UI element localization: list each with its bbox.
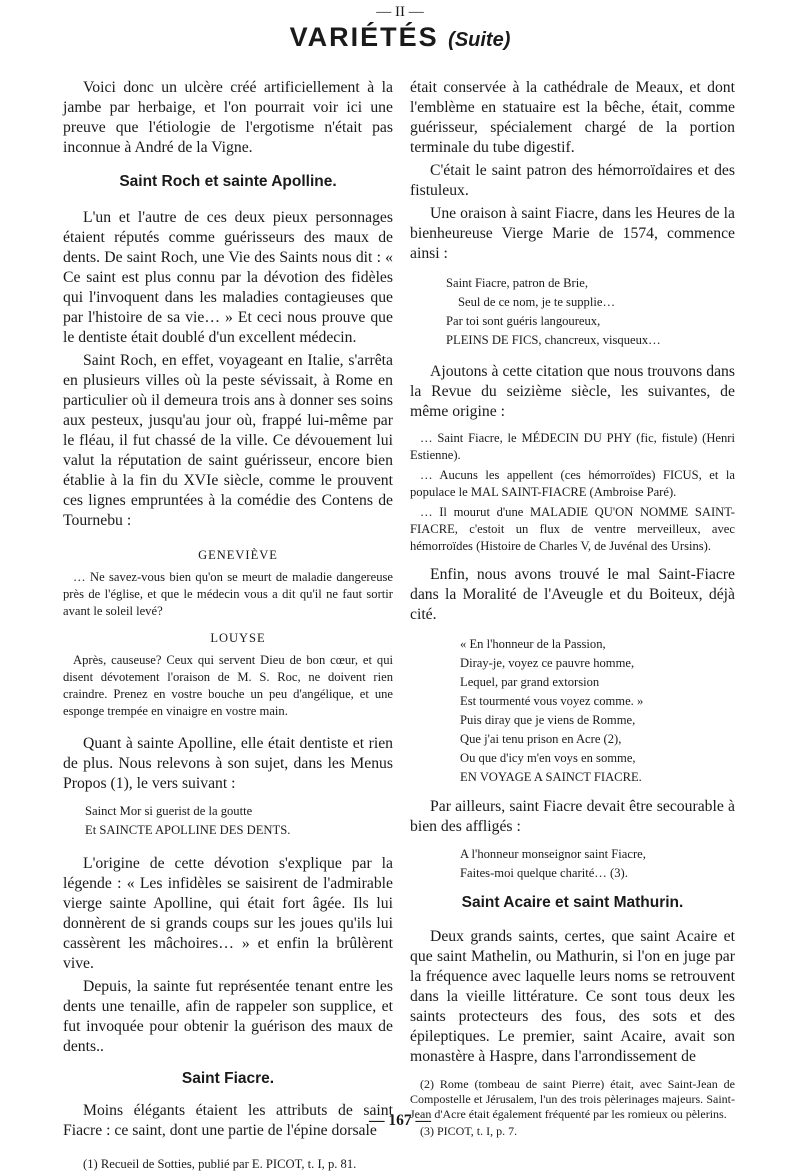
section-heading: Saint Fiacre. [181, 1070, 275, 1087]
speaker-label: GENEVIÈVE [198, 548, 278, 562]
verse-block [63, 802, 393, 840]
paragraph: Saint Roch, en effet, voyageant en Italie, s'arrêta en plusieurs villes où la peste sévissait, à Rome en particulier où il demeura trois ans à donner ses soins aux pesteux, jusqu'au jour où, frappé lui-même par le fléau, il fut chassé de la ville. Ce dévouement lui valut la réputation de saint guérisseur, encore bien établie à la fin du XVIe siècle, comme le prouvent ces lignes empruntées à la comédie des Contens de Tournebu : [63, 352, 393, 529]
verse-line: « En l'honneur de la Passion, [460, 637, 606, 651]
paragraph: était conservée à la cathédrale de Meaux, et dont l'emblème en statuaire est la bêche, était, comme guérisseur, spécialement chargé de la portion terminale du tube digestif. [410, 79, 735, 156]
paragraph: Deux grands saints, certes, que saint Acaire et que saint Mathelin, ou Mathurin, si l'on en juge par la fréquence avec laquelle leurs noms se retrouvent dans la vieille littérature. Ce sont tous deux les saints protecteurs des fous, des sots et des épileptiques. Le premier, saint Acaire, avait son monastère à Haspre, dans l'arrondissement de [410, 928, 735, 1065]
quote: … Ne savez-vous bien qu'on se meurt de maladie dangereuse près de l'église, et que le médecin vous a dit qu'il ne faut sortir avant le soleil levé? [63, 570, 393, 618]
verse-line: Est tourmenté vous voyez comme. » [460, 694, 644, 708]
citation: … Il mourut d'une MALADIE QU'ON NOMME SAINT-FIACRE, c'estoit un flux de ventre merveilleux, avec hémorroïdes (Histoire de Charles V, de Juvénal des Ursins). [410, 505, 735, 553]
footnote: (1) Recueil de Sotties, publié par E. PICOT, t. I, p. 81. [83, 1157, 357, 1171]
paragraph: Moins élégants étaient les attributs de saint Fiacre : ce saint, dont une partie de l'épine dorsale [63, 1102, 393, 1139]
right-column [410, 78, 735, 1142]
verse-line: A l'honneur monseignor saint Fiacre, [460, 847, 646, 861]
page-number: — 167 — [369, 1112, 431, 1129]
paragraph: Depuis, la sainte fut représentée tenant entre les dents une tenaille, afin de rappeler son supplice, et fut invoquée pour obtenir la guérison des maux de dents.. [63, 978, 393, 1055]
paragraph: L'origine de cette dévotion s'explique par la légende : « Les infidèles se saisirent de l'admirable vierge sainte Apolline, qui était fort âgée. Ils lui donnèrent de si grands coups sur les joues qu'ils lui cassèrent les mâchoires… » et enfin la brûlèrent vive. [63, 855, 393, 972]
paragraph: L'un et l'autre de ces deux pieux personnages étaient réputés comme guérisseurs des maux de dents. De saint Roch, une Vie des Saints nous dit : « Ce saint est plus connu par la dévotion des fidèles qui l'invoquent dans les maladies contagieuses que par l'histoire de sa vie… » Et ceci nous prouve que le dentiste était doublé d'un excellent médecin. [63, 209, 393, 346]
verse-line: Seul de ce nom, je te supplie… [458, 295, 616, 309]
citation: … Saint Fiacre, le MÉDECIN DU PHY (fic, fistule) (Henri Estienne). [410, 431, 735, 462]
verse-line: Diray-je, voyez ce pauvre homme, [460, 656, 635, 670]
verse-line: Sainct Mor si guerist de la goutte [85, 804, 253, 818]
verse-block [410, 845, 735, 883]
verse-line: EN VOYAGE A SAINCT FIACRE. [460, 770, 642, 784]
speaker-label: LOUYSE [210, 631, 266, 645]
citation: … Aucuns les appellent (ces hémorroïdes) FICUS, et la populace le MAL SAINT-FIACRE (Ambroise Paré). [410, 468, 735, 499]
verse-line: Puis diray que je viens de Romme, [460, 713, 636, 727]
paragraph: Quant à sainte Apolline, elle était dentiste et rien de plus. Nous relevons à son sujet, dans les Menus Propos (1), le vers suivant : [63, 735, 393, 792]
verse-line: Lequel, par grand extorsion [460, 675, 600, 689]
paragraph: Voici donc un ulcère créé artificiellement à la jambe par herbaige, et l'on pourrait voir ici une preuve que l'étiologie de l'ergotisme n'était pas inconnue à André de la Vigne. [63, 79, 393, 156]
verse-line: Ou que d'icy m'en voys en somme, [460, 751, 636, 765]
verse-block [410, 635, 735, 787]
paragraph: Par ailleurs, saint Fiacre devait être secourable à bien des affligés : [410, 798, 735, 835]
page-title [0, 22, 800, 53]
section-heading: Saint Roch et sainte Apolline. [119, 173, 337, 190]
verse-block [410, 274, 735, 350]
verse-line: PLEINS DE FICS, chancreux, visqueux… [446, 333, 661, 347]
footnote: (3) PICOT, t. I, p. 7. [420, 1124, 518, 1138]
verse-line: Et SAINCTE APOLLINE DES DENTS. [85, 823, 291, 837]
left-column [63, 78, 393, 1176]
section-heading: Saint Acaire et saint Mathurin. [461, 894, 684, 911]
verse-line: Saint Fiacre, patron de Brie, [446, 276, 588, 290]
paragraph: Une oraison à saint Fiacre, dans les Heures de la bienheureuse Vierge Marie de 1574, commence ainsi : [410, 205, 735, 262]
footnote: (2) Rome (tombeau de saint Pierre) était, avec Saint-Jean de Compostelle et Jérusalem, l'un des trois pèlerinages majeurs. Saint-Jean d'Acre était également fréquenté par les romieux ou pèlerins. [410, 1077, 735, 1121]
quote: Après, causeuse? Ceux qui servent Dieu de bon cœur, et qui disent dévotement l'oraison de M. S. Roc, ne doivent rien craindre. Prenez en vostre bouche un peu d'angélique, et une esponge trempée en vinaigre en vostre main. [63, 653, 393, 718]
verse-line: Par toi sont guéris langoureux, [446, 314, 601, 328]
paragraph: C'était le saint patron des hémorroïdaires et des fistuleux. [410, 162, 735, 199]
citation-block [410, 430, 735, 555]
verse-line: Faites-moi quelque charité… (3). [460, 866, 628, 880]
running-page-marker: — II — [376, 4, 424, 20]
title-main: VARIÉTÉS [289, 22, 439, 52]
paragraph: Enfin, nous avons trouvé le mal Saint-Fiacre dans la Moralité de l'Aveugle et du Boiteux, déjà cité. [410, 566, 735, 623]
title-suffix: (Suite) [448, 29, 511, 51]
paragraph: Ajoutons à cette citation que nous trouvons dans la Revue du seizième siècle, les suivantes, de même origine : [410, 363, 735, 420]
verse-line: Que j'ai tenu prison en Acre (2), [460, 732, 622, 746]
